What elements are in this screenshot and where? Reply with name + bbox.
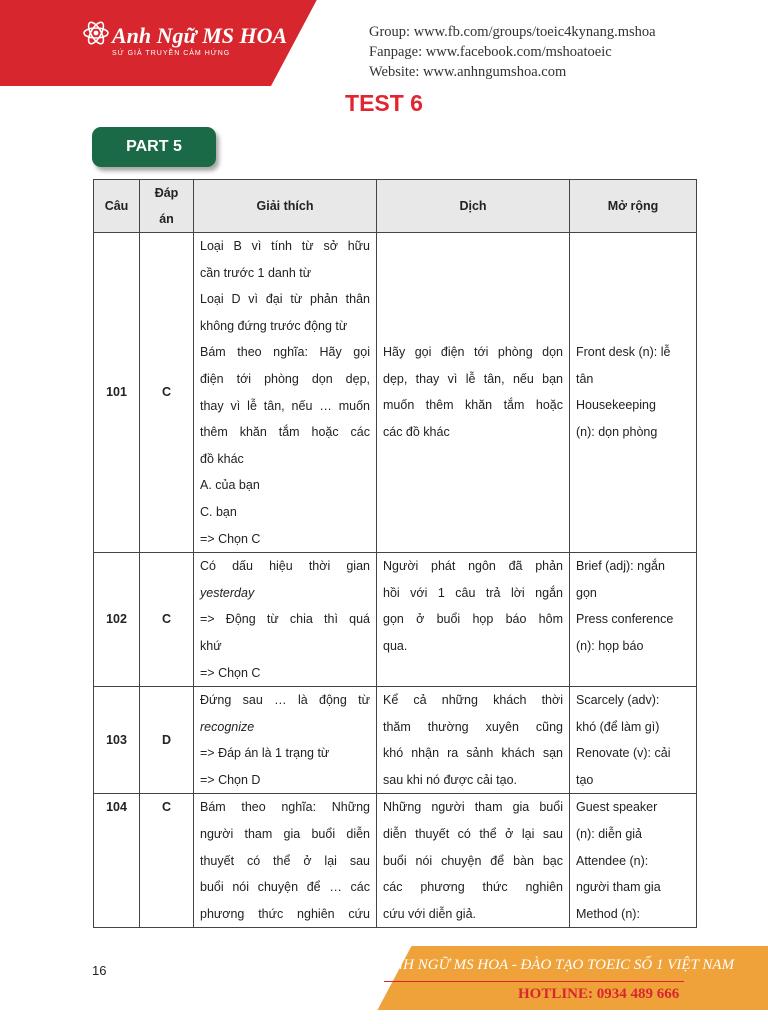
- table-header-row: [94, 180, 697, 233]
- header-cau: Câu: [94, 180, 140, 233]
- question-number: 102: [94, 553, 140, 687]
- page-number: 16: [92, 963, 107, 978]
- explanation-line: thêm khăn tắm hoặc các: [200, 425, 370, 440]
- explanation-cell: [194, 687, 377, 794]
- vocabulary-line: tạo: [576, 772, 594, 787]
- explanation-line: recognize: [200, 719, 255, 734]
- explanation-line: khứ: [200, 638, 222, 653]
- translation-line: cứu với diễn giả.: [383, 906, 476, 921]
- translation-line: qua.: [383, 638, 408, 653]
- translation-line: diễn thuyết có thể ở lại sau: [383, 827, 563, 842]
- translation-line: các đồ khác: [383, 424, 450, 439]
- explanation-line: C. bạn: [200, 504, 237, 519]
- answer-table: [93, 179, 697, 928]
- vocabulary-cell: [570, 233, 697, 553]
- translation-cell: [377, 794, 570, 928]
- explanation-cell: [194, 553, 377, 687]
- vocabulary-line: Method (n):: [576, 906, 640, 921]
- footer-white-strip: [300, 1010, 768, 1024]
- table-row: [94, 553, 697, 687]
- group-link[interactable]: Group: www.fb.com/groups/toeic4kynang.mshoa: [369, 24, 656, 40]
- vocabulary-line: (n): dọn phòng: [576, 424, 658, 439]
- brand-logo: [82, 14, 288, 60]
- page-title: TEST 6: [345, 90, 423, 116]
- explanation-line: => Chọn D: [200, 772, 261, 787]
- explanation-line: Bám theo nghĩa: Hãy gọi: [200, 345, 370, 360]
- vocabulary-line: Scarcely (adv):: [576, 693, 660, 708]
- explanation-line: thuyết có thể ở lại sau: [200, 853, 370, 868]
- answer-letter: C: [140, 233, 194, 553]
- footer-slogan: ANH NGỮ MS HOA - ĐÀO TẠO TOEIC SỐ 1 VIỆT NAM: [384, 957, 735, 973]
- vocabulary-line: gọn: [576, 585, 597, 600]
- vocabulary-line: Press conference: [576, 612, 674, 627]
- table-row: [94, 687, 697, 794]
- answer-letter: C: [140, 553, 194, 687]
- translation-line: gọn ở buổi họp báo hôm: [383, 612, 563, 627]
- vocabulary-line: Attendee (n):: [576, 853, 649, 868]
- logo-slogan: SỨ GIẢ TRUYỀN CẢM HỨNG: [112, 50, 231, 57]
- explanation-line: phương thức nghiên cứu: [200, 906, 370, 921]
- vocabulary-line: (n): diễn giả: [576, 827, 643, 842]
- translation-line: hồi với 1 câu trả lời ngắn: [383, 585, 563, 600]
- explanation-line: yesterday: [200, 585, 255, 600]
- vocabulary-line: Housekeeping: [576, 398, 656, 413]
- explanation-line: Loại B vì tính từ sở hữu: [200, 239, 370, 253]
- explanation-line: Đứng sau … là động từ: [200, 693, 370, 708]
- header-white-strip: [330, 0, 768, 10]
- explanation-line: Có dấu hiệu thời gian: [200, 559, 370, 574]
- question-number: 101: [94, 233, 140, 553]
- question-number: 103: [94, 687, 140, 794]
- explanation-line: Loại D vì đại từ phản thân: [200, 292, 370, 307]
- explanation-line: thay vì lễ tân, nếu … muốn: [200, 398, 370, 413]
- vocabulary-line: (n): họp báo: [576, 638, 644, 653]
- atom-logo-icon: [82, 16, 110, 50]
- translation-line: dẹp, thay vì lễ tân, nếu bạn: [383, 371, 563, 386]
- translation-cell: [377, 553, 570, 687]
- header-dap-an: [140, 180, 194, 233]
- footer-divider: [384, 981, 684, 982]
- logo-text: Anh Ngữ MS HOA: [112, 23, 288, 48]
- translation-line: các phương thức nghiên: [383, 880, 563, 895]
- vocabulary-cell: [570, 794, 697, 928]
- translation-line: Người phát ngôn đã phản: [383, 559, 563, 574]
- explanation-cell: [194, 794, 377, 928]
- answer-letter: D: [140, 687, 194, 794]
- translation-cell: [377, 687, 570, 794]
- translation-line: muốn thêm khăn tắm hoặc: [383, 398, 563, 413]
- explanation-line: Bám theo nghĩa: Những: [200, 800, 370, 815]
- explanation-line: người tham gia buổi diễn: [200, 827, 370, 842]
- header-mo-rong: Mở rộng: [570, 180, 697, 233]
- translation-line: thăm thường xuyên cũng: [383, 719, 563, 734]
- vocabulary-line: Front desk (n): lễ: [576, 345, 671, 359]
- answer-letter: C: [140, 794, 194, 928]
- explanation-line: => Động từ chia thì quá: [200, 612, 370, 627]
- vocabulary-line: Renovate (v): cải: [576, 746, 671, 761]
- explanation-cell: [194, 233, 377, 553]
- translation-line: Kể cả những khách thời: [383, 693, 563, 708]
- fanpage-link[interactable]: Fanpage: www.facebook.com/mshoatoeic: [369, 44, 612, 60]
- header-giai-thich: Giải thích: [194, 180, 377, 233]
- explanation-line: buổi nói chuyện để … các: [200, 880, 370, 895]
- website-link[interactable]: Website: www.anhngumshoa.com: [369, 64, 567, 80]
- part-badge: PART 5: [92, 127, 216, 167]
- vocabulary-cell: [570, 553, 697, 687]
- explanation-line: cần trước 1 danh từ: [200, 265, 312, 280]
- translation-cell: [377, 233, 570, 553]
- translation-line: buổi nói chuyện để bàn bạc: [383, 853, 563, 868]
- table-row: [94, 233, 697, 553]
- question-number: 104: [94, 794, 140, 928]
- translation-line: khó nhận ra sảnh khách sạn: [383, 746, 563, 761]
- header-dich: Dịch: [377, 180, 570, 233]
- translation-line: sau khi nó được cải tạo.: [383, 772, 517, 787]
- explanation-line: điện tới phòng dọn dẹp,: [200, 371, 370, 386]
- explanation-line: không đứng trước động từ: [200, 318, 348, 333]
- vocabulary-line: người tham gia: [576, 880, 661, 895]
- explanation-line: A. của bạn: [200, 478, 260, 493]
- table-row: [94, 794, 697, 928]
- header-dap-an-text: Đáp án: [154, 186, 179, 226]
- explanation-line: => Chọn C: [200, 665, 261, 680]
- vocabulary-line: khó (để làm gì): [576, 719, 660, 734]
- vocabulary-line: Guest speaker: [576, 800, 658, 815]
- translation-line: Hãy gọi điện tới phòng dọn: [383, 345, 563, 359]
- vocabulary-cell: [570, 687, 697, 794]
- explanation-line: => Đáp án là 1 trạng từ: [200, 746, 330, 761]
- vocabulary-line: tân: [576, 371, 594, 386]
- translation-line: Những người tham gia buổi: [383, 800, 563, 815]
- explanation-line: => Chọn C: [200, 531, 261, 546]
- contact-info: [369, 22, 656, 82]
- hotline: HOTLINE: 0934 489 666: [518, 986, 680, 1002]
- explanation-line: đồ khác: [200, 451, 244, 466]
- vocabulary-line: Brief (adj): ngắn: [576, 559, 665, 574]
